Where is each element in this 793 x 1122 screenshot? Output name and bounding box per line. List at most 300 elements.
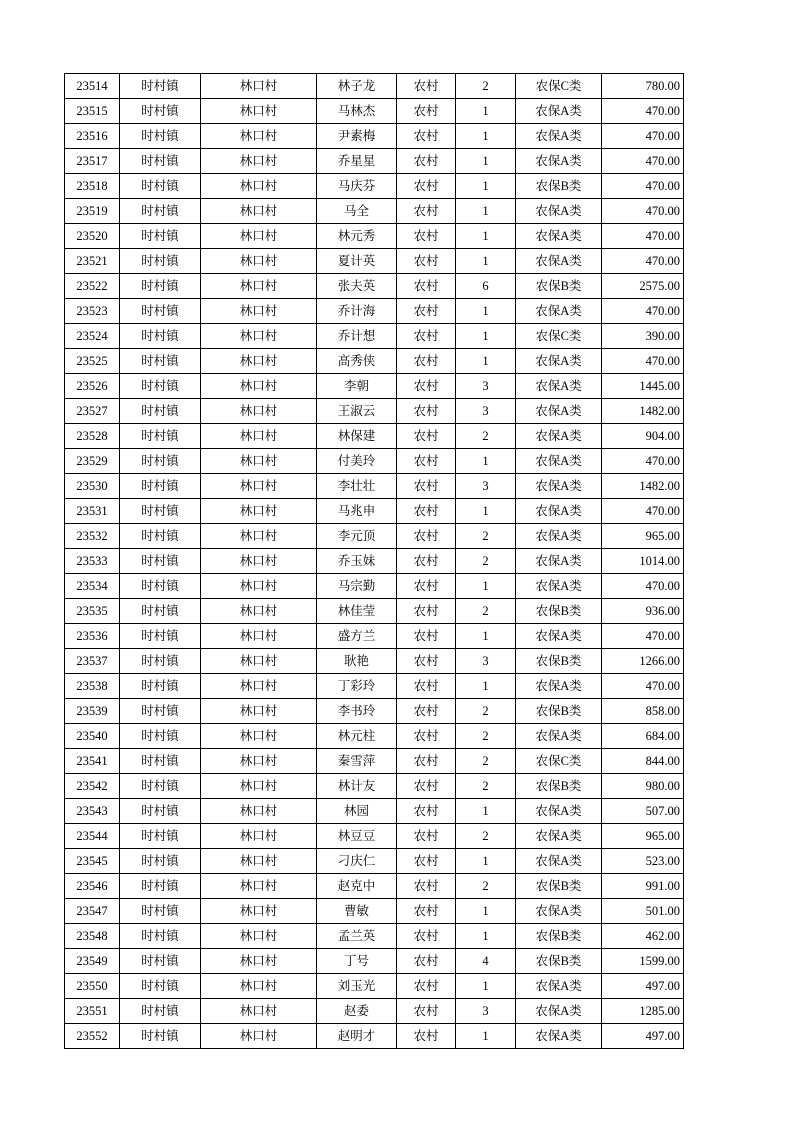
cell-person-name: 李壮壮 xyxy=(317,474,397,499)
cell-household-count: 3 xyxy=(456,649,516,674)
cell-town: 时村镇 xyxy=(120,599,201,624)
cell-amount: 470.00 xyxy=(602,349,684,374)
cell-residence-type: 农村 xyxy=(397,849,456,874)
table-row xyxy=(65,474,684,499)
cell-amount: 1482.00 xyxy=(602,399,684,424)
cell-household-count: 1 xyxy=(456,124,516,149)
cell-insurance-category: 农保A类 xyxy=(516,999,602,1024)
cell-insurance-category: 农保A类 xyxy=(516,449,602,474)
cell-amount: 470.00 xyxy=(602,224,684,249)
cell-amount: 1266.00 xyxy=(602,649,684,674)
cell-insurance-category: 农保C类 xyxy=(516,749,602,774)
cell-residence-type: 农村 xyxy=(397,424,456,449)
table-row xyxy=(65,599,684,624)
cell-residence-type: 农村 xyxy=(397,174,456,199)
cell-village: 林口村 xyxy=(201,774,317,799)
cell-residence-type: 农村 xyxy=(397,799,456,824)
cell-person-name: 夏计英 xyxy=(317,249,397,274)
cell-town: 时村镇 xyxy=(120,1024,201,1049)
cell-amount: 470.00 xyxy=(602,299,684,324)
cell-record-id: 23526 xyxy=(65,374,120,399)
cell-person-name: 王淑云 xyxy=(317,399,397,424)
cell-insurance-category: 农保A类 xyxy=(516,99,602,124)
cell-household-count: 4 xyxy=(456,949,516,974)
cell-village: 林口村 xyxy=(201,474,317,499)
cell-insurance-category: 农保B类 xyxy=(516,274,602,299)
cell-town: 时村镇 xyxy=(120,424,201,449)
cell-household-count: 2 xyxy=(456,824,516,849)
cell-amount: 684.00 xyxy=(602,724,684,749)
table-row xyxy=(65,549,684,574)
cell-town: 时村镇 xyxy=(120,824,201,849)
cell-person-name: 高秀侠 xyxy=(317,349,397,374)
cell-village: 林口村 xyxy=(201,99,317,124)
cell-person-name: 张夫英 xyxy=(317,274,397,299)
cell-amount: 1285.00 xyxy=(602,999,684,1024)
cell-residence-type: 农村 xyxy=(397,924,456,949)
cell-amount: 507.00 xyxy=(602,799,684,824)
cell-insurance-category: 农保B类 xyxy=(516,774,602,799)
cell-record-id: 23515 xyxy=(65,99,120,124)
cell-town: 时村镇 xyxy=(120,274,201,299)
cell-residence-type: 农村 xyxy=(397,449,456,474)
cell-insurance-category: 农保A类 xyxy=(516,224,602,249)
cell-residence-type: 农村 xyxy=(397,499,456,524)
cell-village: 林口村 xyxy=(201,624,317,649)
cell-insurance-category: 农保A类 xyxy=(516,849,602,874)
table-row xyxy=(65,299,684,324)
cell-person-name: 林佳莹 xyxy=(317,599,397,624)
cell-insurance-category: 农保A类 xyxy=(516,399,602,424)
cell-household-count: 1 xyxy=(456,924,516,949)
cell-amount: 470.00 xyxy=(602,674,684,699)
cell-person-name: 林元秀 xyxy=(317,224,397,249)
cell-town: 时村镇 xyxy=(120,699,201,724)
table-row xyxy=(65,174,684,199)
cell-town: 时村镇 xyxy=(120,674,201,699)
cell-amount: 497.00 xyxy=(602,974,684,999)
cell-town: 时村镇 xyxy=(120,899,201,924)
cell-town: 时村镇 xyxy=(120,299,201,324)
cell-residence-type: 农村 xyxy=(397,674,456,699)
table-row xyxy=(65,274,684,299)
cell-town: 时村镇 xyxy=(120,649,201,674)
cell-amount: 470.00 xyxy=(602,174,684,199)
cell-town: 时村镇 xyxy=(120,949,201,974)
cell-town: 时村镇 xyxy=(120,574,201,599)
cell-record-id: 23547 xyxy=(65,899,120,924)
table-body xyxy=(65,74,684,1049)
table-row xyxy=(65,799,684,824)
cell-record-id: 23550 xyxy=(65,974,120,999)
cell-person-name: 李书玲 xyxy=(317,699,397,724)
cell-person-name: 马宗勤 xyxy=(317,574,397,599)
cell-household-count: 1 xyxy=(456,899,516,924)
table-row xyxy=(65,524,684,549)
cell-insurance-category: 农保A类 xyxy=(516,524,602,549)
cell-record-id: 23544 xyxy=(65,824,120,849)
table-row xyxy=(65,874,684,899)
cell-village: 林口村 xyxy=(201,399,317,424)
cell-town: 时村镇 xyxy=(120,474,201,499)
cell-person-name: 曹敏 xyxy=(317,899,397,924)
cell-residence-type: 农村 xyxy=(397,724,456,749)
table-row xyxy=(65,324,684,349)
cell-record-id: 23535 xyxy=(65,599,120,624)
table-row xyxy=(65,674,684,699)
cell-amount: 470.00 xyxy=(602,624,684,649)
cell-household-count: 1 xyxy=(456,1024,516,1049)
cell-village: 林口村 xyxy=(201,324,317,349)
cell-person-name: 马全 xyxy=(317,199,397,224)
cell-record-id: 23530 xyxy=(65,474,120,499)
cell-household-count: 2 xyxy=(456,874,516,899)
cell-record-id: 23525 xyxy=(65,349,120,374)
cell-person-name: 丁彩玲 xyxy=(317,674,397,699)
table-row xyxy=(65,949,684,974)
cell-town: 时村镇 xyxy=(120,499,201,524)
cell-residence-type: 农村 xyxy=(397,349,456,374)
cell-record-id: 23541 xyxy=(65,749,120,774)
cell-amount: 904.00 xyxy=(602,424,684,449)
cell-person-name: 尹素梅 xyxy=(317,124,397,149)
cell-insurance-category: 农保A类 xyxy=(516,374,602,399)
cell-household-count: 2 xyxy=(456,599,516,624)
cell-household-count: 3 xyxy=(456,474,516,499)
cell-town: 时村镇 xyxy=(120,199,201,224)
cell-amount: 470.00 xyxy=(602,149,684,174)
cell-town: 时村镇 xyxy=(120,449,201,474)
cell-record-id: 23529 xyxy=(65,449,120,474)
cell-village: 林口村 xyxy=(201,374,317,399)
cell-residence-type: 农村 xyxy=(397,274,456,299)
cell-person-name: 乔星星 xyxy=(317,149,397,174)
cell-amount: 523.00 xyxy=(602,849,684,874)
table-row xyxy=(65,449,684,474)
cell-village: 林口村 xyxy=(201,174,317,199)
cell-residence-type: 农村 xyxy=(397,699,456,724)
cell-village: 林口村 xyxy=(201,824,317,849)
cell-person-name: 林豆豆 xyxy=(317,824,397,849)
cell-insurance-category: 农保A类 xyxy=(516,674,602,699)
cell-residence-type: 农村 xyxy=(397,324,456,349)
cell-residence-type: 农村 xyxy=(397,999,456,1024)
cell-person-name: 林子龙 xyxy=(317,74,397,99)
cell-town: 时村镇 xyxy=(120,374,201,399)
cell-town: 时村镇 xyxy=(120,974,201,999)
cell-insurance-category: 农保B类 xyxy=(516,699,602,724)
cell-insurance-category: 农保C类 xyxy=(516,324,602,349)
cell-insurance-category: 农保A类 xyxy=(516,799,602,824)
cell-insurance-category: 农保A类 xyxy=(516,474,602,499)
cell-village: 林口村 xyxy=(201,149,317,174)
cell-amount: 470.00 xyxy=(602,124,684,149)
cell-village: 林口村 xyxy=(201,949,317,974)
cell-village: 林口村 xyxy=(201,874,317,899)
cell-person-name: 付美玲 xyxy=(317,449,397,474)
cell-residence-type: 农村 xyxy=(397,74,456,99)
cell-village: 林口村 xyxy=(201,924,317,949)
cell-residence-type: 农村 xyxy=(397,599,456,624)
cell-household-count: 1 xyxy=(456,99,516,124)
cell-residence-type: 农村 xyxy=(397,949,456,974)
cell-insurance-category: 农保A类 xyxy=(516,624,602,649)
cell-insurance-category: 农保A类 xyxy=(516,974,602,999)
cell-insurance-category: 农保C类 xyxy=(516,74,602,99)
cell-town: 时村镇 xyxy=(120,924,201,949)
cell-village: 林口村 xyxy=(201,599,317,624)
cell-village: 林口村 xyxy=(201,274,317,299)
cell-insurance-category: 农保A类 xyxy=(516,349,602,374)
cell-record-id: 23527 xyxy=(65,399,120,424)
cell-village: 林口村 xyxy=(201,974,317,999)
cell-amount: 470.00 xyxy=(602,499,684,524)
cell-amount: 470.00 xyxy=(602,249,684,274)
cell-person-name: 林保建 xyxy=(317,424,397,449)
cell-record-id: 23523 xyxy=(65,299,120,324)
cell-insurance-category: 农保A类 xyxy=(516,574,602,599)
cell-residence-type: 农村 xyxy=(397,649,456,674)
document-page xyxy=(64,73,684,1049)
cell-insurance-category: 农保A类 xyxy=(516,249,602,274)
cell-person-name: 马庆芬 xyxy=(317,174,397,199)
cell-insurance-category: 农保B类 xyxy=(516,874,602,899)
cell-record-id: 23518 xyxy=(65,174,120,199)
cell-village: 林口村 xyxy=(201,424,317,449)
cell-amount: 780.00 xyxy=(602,74,684,99)
cell-town: 时村镇 xyxy=(120,324,201,349)
table-row xyxy=(65,249,684,274)
cell-village: 林口村 xyxy=(201,1024,317,1049)
cell-person-name: 林元柱 xyxy=(317,724,397,749)
cell-household-count: 2 xyxy=(456,424,516,449)
cell-record-id: 23545 xyxy=(65,849,120,874)
cell-town: 时村镇 xyxy=(120,774,201,799)
cell-amount: 858.00 xyxy=(602,699,684,724)
table-row xyxy=(65,1024,684,1049)
cell-household-count: 2 xyxy=(456,74,516,99)
cell-household-count: 3 xyxy=(456,374,516,399)
cell-household-count: 1 xyxy=(456,299,516,324)
cell-village: 林口村 xyxy=(201,124,317,149)
table-row xyxy=(65,999,684,1024)
cell-amount: 462.00 xyxy=(602,924,684,949)
cell-person-name: 刁庆仁 xyxy=(317,849,397,874)
cell-town: 时村镇 xyxy=(120,549,201,574)
cell-amount: 1482.00 xyxy=(602,474,684,499)
cell-amount: 470.00 xyxy=(602,449,684,474)
cell-amount: 965.00 xyxy=(602,824,684,849)
cell-village: 林口村 xyxy=(201,449,317,474)
cell-village: 林口村 xyxy=(201,224,317,249)
cell-village: 林口村 xyxy=(201,749,317,774)
cell-residence-type: 农村 xyxy=(397,399,456,424)
cell-household-count: 1 xyxy=(456,674,516,699)
cell-insurance-category: 农保A类 xyxy=(516,1024,602,1049)
cell-record-id: 23528 xyxy=(65,424,120,449)
cell-household-count: 2 xyxy=(456,724,516,749)
cell-record-id: 23532 xyxy=(65,524,120,549)
cell-person-name: 赵克中 xyxy=(317,874,397,899)
cell-insurance-category: 农保B类 xyxy=(516,949,602,974)
cell-amount: 1445.00 xyxy=(602,374,684,399)
cell-household-count: 1 xyxy=(456,624,516,649)
table-row xyxy=(65,849,684,874)
cell-household-count: 1 xyxy=(456,499,516,524)
cell-record-id: 23521 xyxy=(65,249,120,274)
cell-village: 林口村 xyxy=(201,249,317,274)
benefits-table xyxy=(64,73,684,1049)
cell-residence-type: 农村 xyxy=(397,549,456,574)
cell-person-name: 丁号 xyxy=(317,949,397,974)
cell-record-id: 23543 xyxy=(65,799,120,824)
cell-amount: 1599.00 xyxy=(602,949,684,974)
cell-village: 林口村 xyxy=(201,799,317,824)
cell-household-count: 1 xyxy=(456,149,516,174)
cell-village: 林口村 xyxy=(201,549,317,574)
cell-town: 时村镇 xyxy=(120,999,201,1024)
cell-record-id: 23542 xyxy=(65,774,120,799)
cell-town: 时村镇 xyxy=(120,524,201,549)
cell-residence-type: 农村 xyxy=(397,574,456,599)
cell-town: 时村镇 xyxy=(120,624,201,649)
cell-person-name: 马兆申 xyxy=(317,499,397,524)
cell-insurance-category: 农保A类 xyxy=(516,549,602,574)
cell-residence-type: 农村 xyxy=(397,374,456,399)
cell-person-name: 乔玉妹 xyxy=(317,549,397,574)
cell-town: 时村镇 xyxy=(120,349,201,374)
table-row xyxy=(65,149,684,174)
cell-amount: 936.00 xyxy=(602,599,684,624)
table-row xyxy=(65,74,684,99)
cell-amount: 980.00 xyxy=(602,774,684,799)
cell-amount: 991.00 xyxy=(602,874,684,899)
cell-insurance-category: 农保B类 xyxy=(516,649,602,674)
table-row xyxy=(65,224,684,249)
cell-record-id: 23519 xyxy=(65,199,120,224)
cell-village: 林口村 xyxy=(201,299,317,324)
table-row xyxy=(65,99,684,124)
cell-insurance-category: 农保B类 xyxy=(516,924,602,949)
cell-village: 林口村 xyxy=(201,524,317,549)
cell-household-count: 1 xyxy=(456,974,516,999)
cell-residence-type: 农村 xyxy=(397,299,456,324)
cell-amount: 1014.00 xyxy=(602,549,684,574)
cell-household-count: 1 xyxy=(456,324,516,349)
cell-record-id: 23536 xyxy=(65,624,120,649)
cell-residence-type: 农村 xyxy=(397,474,456,499)
cell-record-id: 23534 xyxy=(65,574,120,599)
cell-person-name: 李元顶 xyxy=(317,524,397,549)
table-row xyxy=(65,374,684,399)
cell-household-count: 2 xyxy=(456,524,516,549)
cell-insurance-category: 农保B类 xyxy=(516,599,602,624)
table-row xyxy=(65,824,684,849)
table-row xyxy=(65,624,684,649)
table-row xyxy=(65,574,684,599)
cell-residence-type: 农村 xyxy=(397,99,456,124)
cell-residence-type: 农村 xyxy=(397,224,456,249)
cell-village: 林口村 xyxy=(201,649,317,674)
cell-person-name: 耿艳 xyxy=(317,649,397,674)
cell-village: 林口村 xyxy=(201,999,317,1024)
cell-residence-type: 农村 xyxy=(397,899,456,924)
cell-village: 林口村 xyxy=(201,199,317,224)
cell-record-id: 23520 xyxy=(65,224,120,249)
cell-town: 时村镇 xyxy=(120,149,201,174)
table-row xyxy=(65,399,684,424)
cell-insurance-category: 农保A类 xyxy=(516,299,602,324)
cell-household-count: 1 xyxy=(456,249,516,274)
cell-town: 时村镇 xyxy=(120,74,201,99)
cell-person-name: 林园 xyxy=(317,799,397,824)
cell-residence-type: 农村 xyxy=(397,824,456,849)
table-row xyxy=(65,499,684,524)
cell-town: 时村镇 xyxy=(120,799,201,824)
cell-insurance-category: 农保B类 xyxy=(516,174,602,199)
cell-insurance-category: 农保A类 xyxy=(516,199,602,224)
table-row xyxy=(65,749,684,774)
cell-town: 时村镇 xyxy=(120,124,201,149)
cell-insurance-category: 农保A类 xyxy=(516,124,602,149)
cell-person-name: 盛方兰 xyxy=(317,624,397,649)
cell-person-name: 乔计想 xyxy=(317,324,397,349)
cell-person-name: 赵委 xyxy=(317,999,397,1024)
cell-amount: 2575.00 xyxy=(602,274,684,299)
cell-town: 时村镇 xyxy=(120,874,201,899)
cell-residence-type: 农村 xyxy=(397,524,456,549)
cell-record-id: 23546 xyxy=(65,874,120,899)
cell-person-name: 林计友 xyxy=(317,774,397,799)
cell-record-id: 23516 xyxy=(65,124,120,149)
cell-insurance-category: 农保A类 xyxy=(516,824,602,849)
cell-record-id: 23514 xyxy=(65,74,120,99)
cell-amount: 501.00 xyxy=(602,899,684,924)
cell-residence-type: 农村 xyxy=(397,249,456,274)
table-row xyxy=(65,649,684,674)
cell-town: 时村镇 xyxy=(120,849,201,874)
cell-household-count: 2 xyxy=(456,774,516,799)
cell-amount: 965.00 xyxy=(602,524,684,549)
table-row xyxy=(65,349,684,374)
cell-record-id: 23531 xyxy=(65,499,120,524)
table-row xyxy=(65,199,684,224)
cell-record-id: 23552 xyxy=(65,1024,120,1049)
cell-residence-type: 农村 xyxy=(397,1024,456,1049)
cell-household-count: 1 xyxy=(456,449,516,474)
cell-person-name: 赵明才 xyxy=(317,1024,397,1049)
cell-record-id: 23548 xyxy=(65,924,120,949)
cell-town: 时村镇 xyxy=(120,224,201,249)
cell-amount: 390.00 xyxy=(602,324,684,349)
cell-insurance-category: 农保A类 xyxy=(516,424,602,449)
table-row xyxy=(65,124,684,149)
cell-insurance-category: 农保A类 xyxy=(516,149,602,174)
cell-record-id: 23540 xyxy=(65,724,120,749)
cell-household-count: 1 xyxy=(456,799,516,824)
cell-household-count: 1 xyxy=(456,574,516,599)
cell-residence-type: 农村 xyxy=(397,774,456,799)
cell-household-count: 3 xyxy=(456,399,516,424)
cell-town: 时村镇 xyxy=(120,249,201,274)
cell-village: 林口村 xyxy=(201,674,317,699)
cell-amount: 470.00 xyxy=(602,574,684,599)
cell-amount: 497.00 xyxy=(602,1024,684,1049)
cell-household-count: 1 xyxy=(456,849,516,874)
cell-household-count: 2 xyxy=(456,699,516,724)
cell-record-id: 23551 xyxy=(65,999,120,1024)
cell-household-count: 1 xyxy=(456,199,516,224)
